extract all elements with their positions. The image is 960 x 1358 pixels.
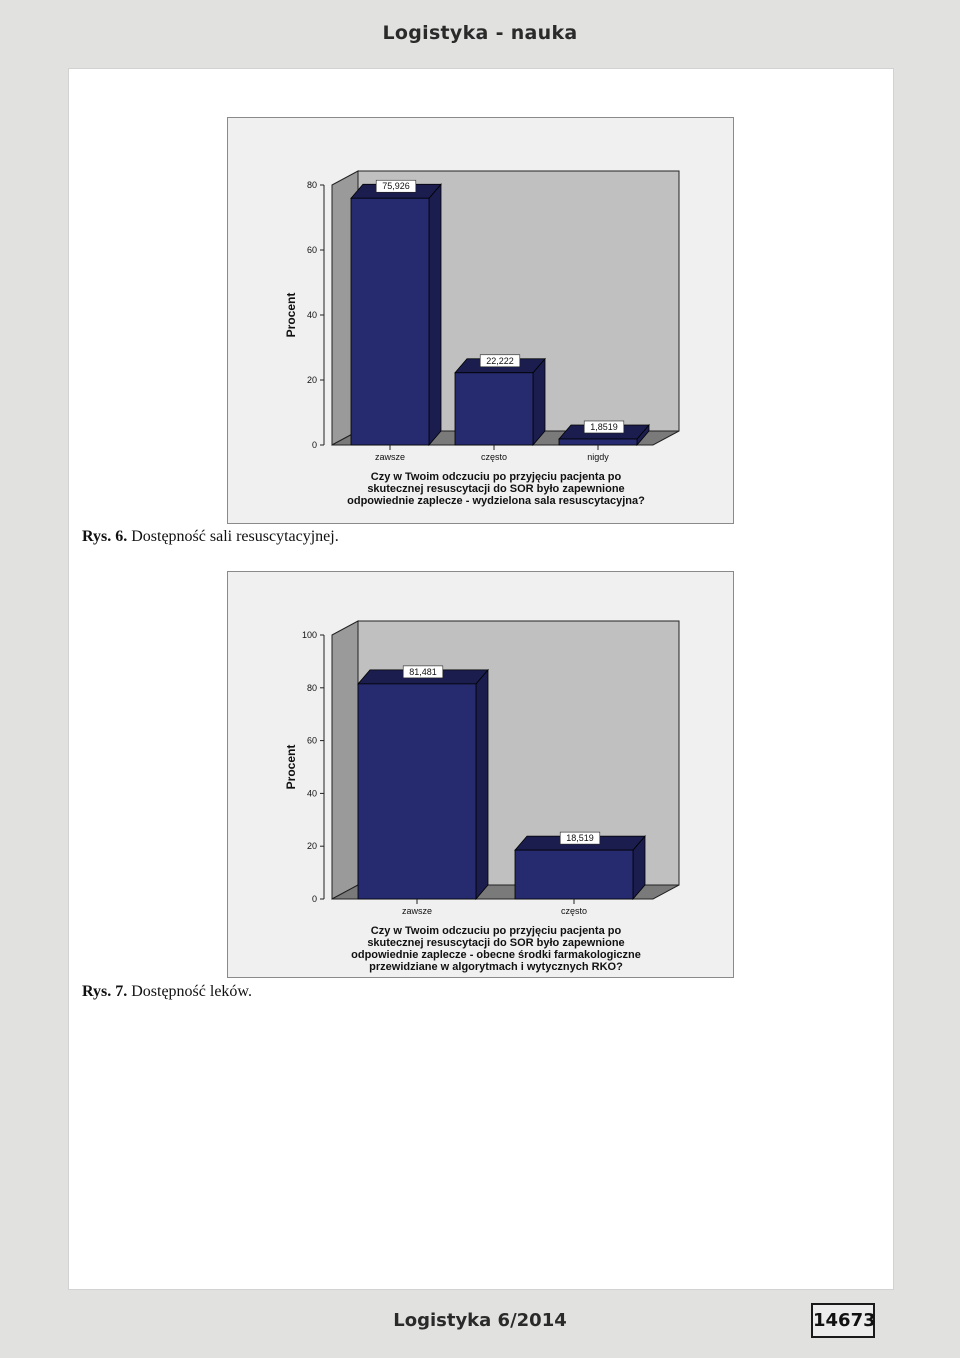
x-axis-label-line: odpowiednie zaplecze - wydzielona sala resuscytacyjna?	[347, 495, 645, 507]
data-label: 22,222	[486, 355, 514, 366]
y-tick-label: 0	[311, 440, 317, 450]
x-axis-label-line: odpowiednie zaplecze - obecne środki farmakologiczne	[351, 949, 641, 961]
x-axis-label-line: przewidziane w algorytmach i wytycznych RKO?	[369, 961, 623, 973]
y-tick-label: 40	[306, 788, 317, 799]
bar-side	[429, 184, 441, 445]
y-axis-label: Procent	[284, 744, 298, 790]
bar-zawsze	[351, 198, 429, 445]
data-label: 81,481	[409, 666, 437, 677]
bar-nigdy	[559, 439, 637, 445]
figure-6-number: Rys. 6.	[82, 528, 128, 545]
bar-chart-resuscitation-room	[228, 118, 733, 523]
figure-6-caption-text: Dostępność sali resuscytacyjnej.	[131, 528, 339, 545]
x-tick-label: zawsze	[401, 906, 433, 916]
plot-side-wall	[332, 621, 358, 899]
y-tick-label: 100	[301, 630, 317, 640]
x-tick-label: często	[560, 906, 588, 916]
y-tick-label: 60	[306, 245, 317, 255]
x-axis-label-line: skutecznej resuscytacji do SOR było zapewnione	[367, 483, 625, 495]
bar-side	[476, 670, 488, 899]
x-axis-label-line: skutecznej resuscytacji do SOR było zapewnione	[367, 937, 625, 949]
x-axis-label-line: Czy w Twoim odczuciu po przyjęciu pacjenta po	[370, 471, 622, 483]
x-tick-label: nigdy	[587, 452, 609, 462]
y-tick-label: 0	[311, 894, 317, 904]
journal-footer: Logistyka 6/2014	[393, 1310, 567, 1331]
x-tick-label: zawsze	[374, 452, 406, 462]
figure-6-caption	[82, 528, 339, 546]
data-label: 1,8519	[590, 421, 618, 432]
x-axis-label-line: Czy w Twoim odczuciu po przyjęciu pacjenta po	[370, 925, 622, 937]
running-header: Logistyka - nauka	[382, 22, 578, 44]
y-tick-label: 80	[306, 180, 317, 190]
y-tick-label: 40	[306, 310, 317, 320]
x-tick-label: często	[480, 452, 508, 462]
figure-7-caption-text: Dostępność leków.	[131, 983, 252, 1000]
data-label: 18,519	[566, 833, 594, 844]
data-label: 75,926	[382, 181, 410, 192]
page-number: 14673	[811, 1303, 875, 1338]
figure-6-chart	[227, 117, 734, 524]
bar-chart-medications	[228, 572, 733, 977]
y-tick-label: 20	[306, 841, 317, 852]
bar-często	[455, 373, 533, 445]
figure-7-number: Rys. 7.	[82, 983, 128, 1000]
y-axis-label: Procent	[284, 292, 298, 338]
bar-często	[515, 850, 633, 899]
y-tick-label: 20	[306, 375, 317, 385]
y-tick-label: 80	[306, 682, 317, 693]
figure-7-chart	[227, 571, 734, 978]
bar-zawsze	[358, 684, 476, 899]
y-tick-label: 60	[306, 735, 317, 746]
bar-side	[533, 359, 545, 445]
figure-7-caption	[82, 983, 252, 1001]
